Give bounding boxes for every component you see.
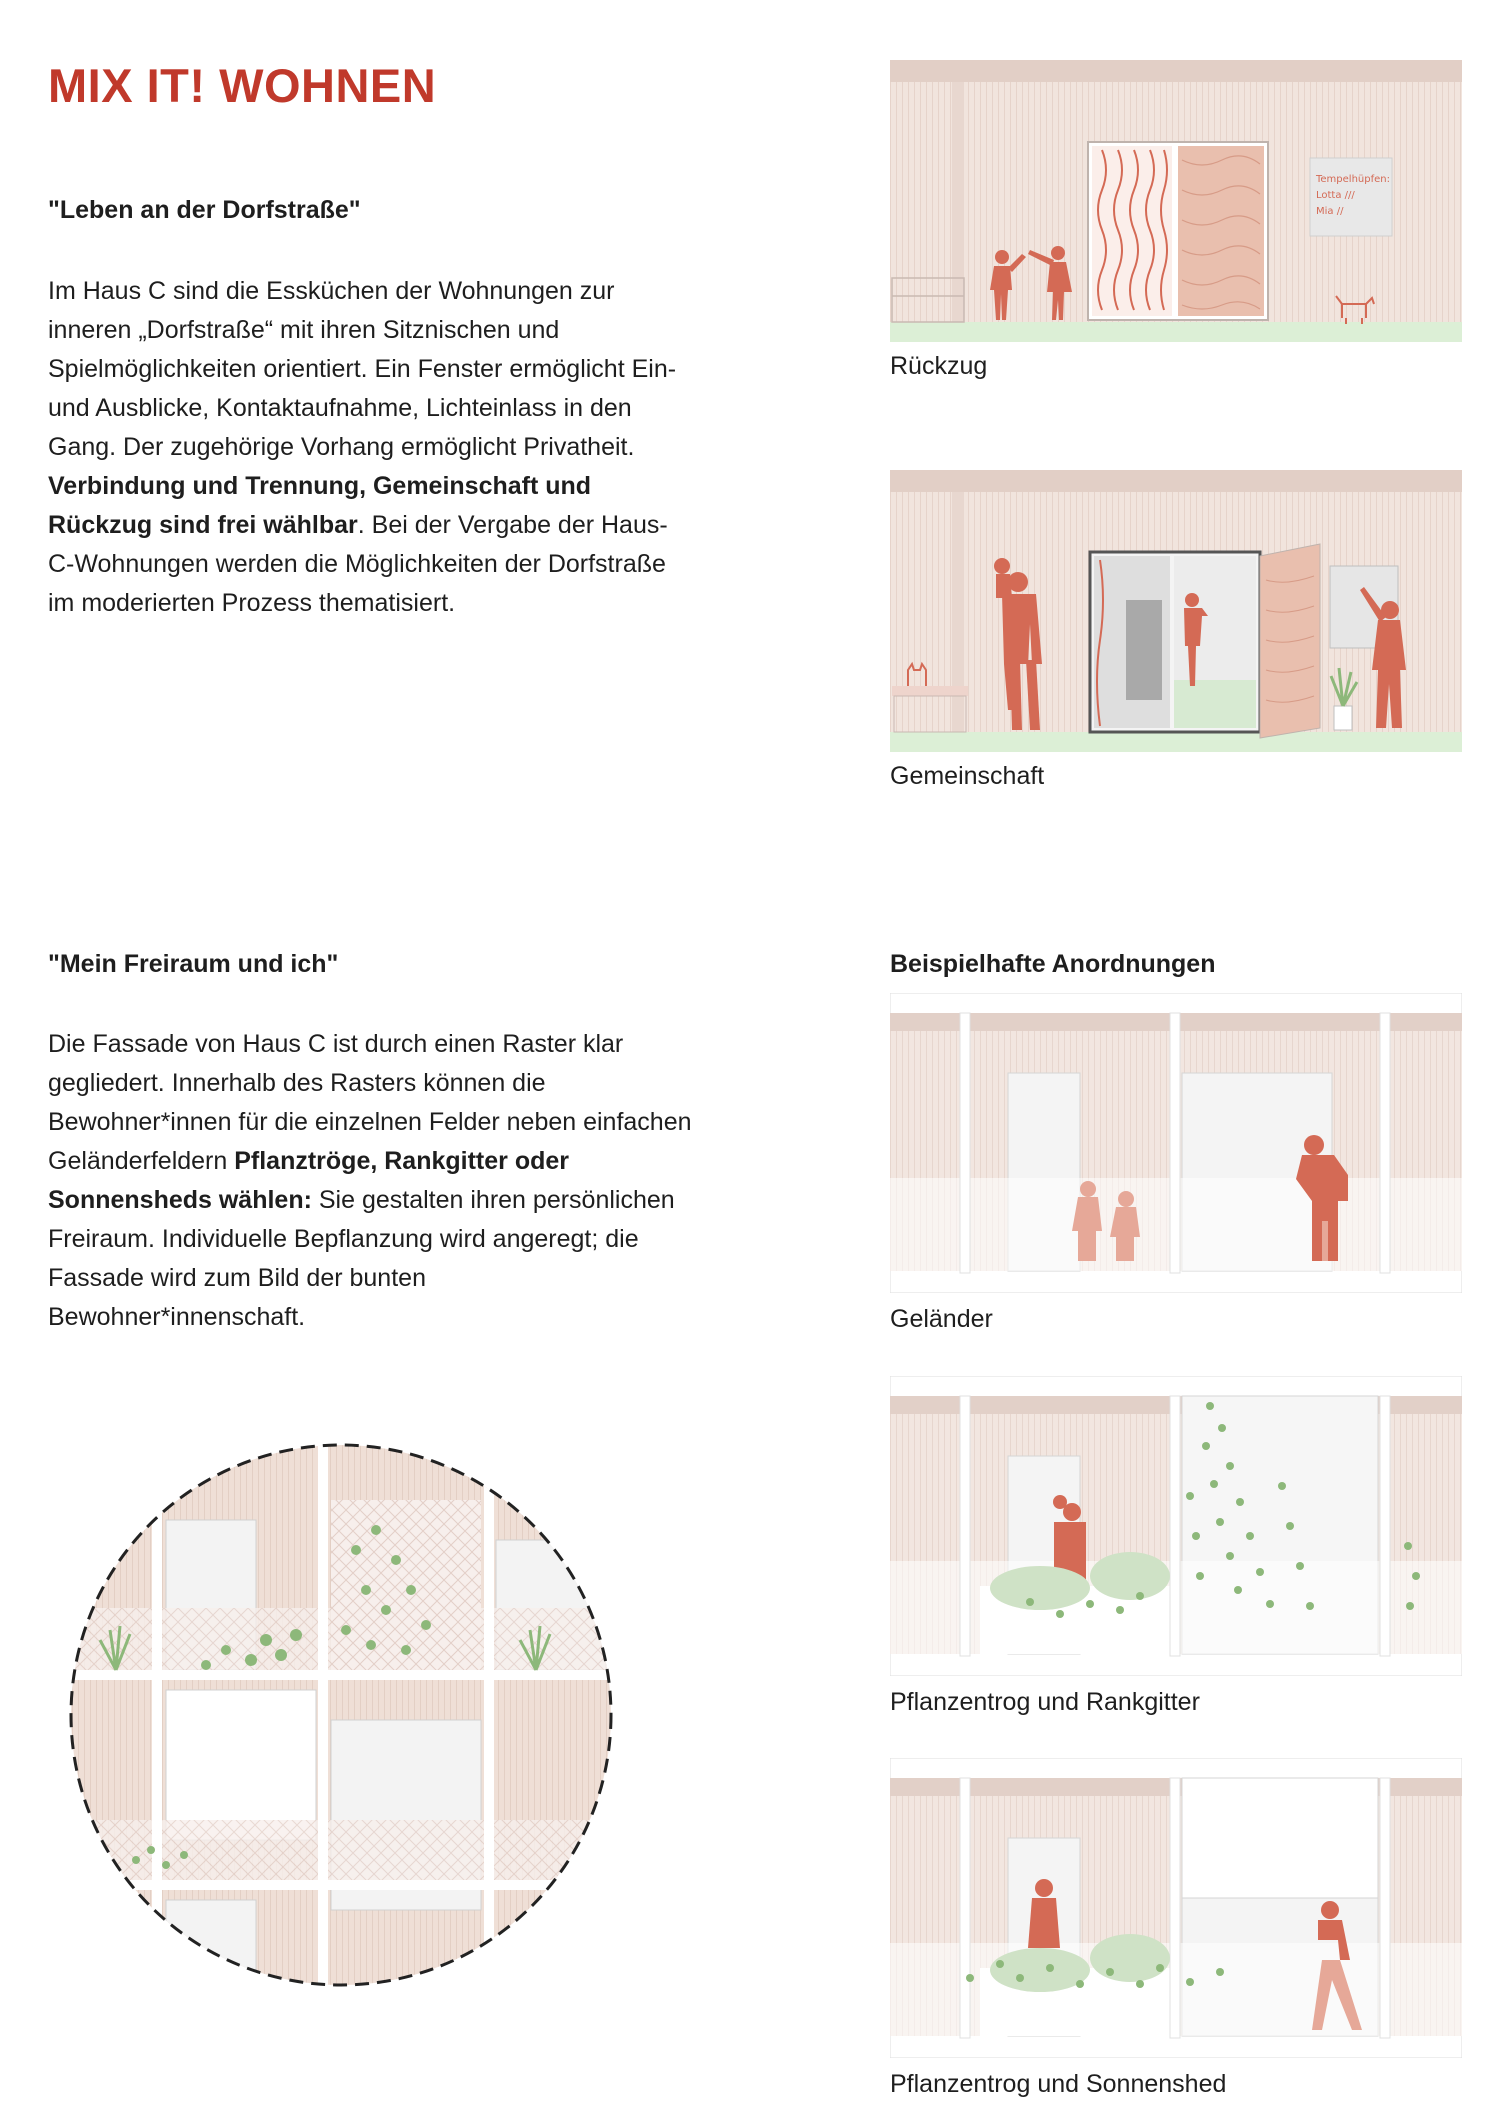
column — [1170, 1013, 1180, 1273]
kitchen-floor — [1174, 680, 1256, 728]
ceiling-band — [890, 60, 1462, 82]
text-line: Im Haus C sind die Essküchen der Wohnungen zur — [48, 277, 615, 305]
ceiling-band — [890, 470, 1462, 492]
sunshed — [1182, 1778, 1378, 1898]
bold-text: Pflanztröge, Rankgitter oder — [234, 1147, 569, 1175]
sunshed — [166, 1690, 316, 1840]
text-line: Fassade wird zum Bild der bunten — [48, 1264, 426, 1292]
column — [960, 1778, 970, 2038]
column — [318, 1440, 328, 1990]
column — [1170, 1778, 1180, 2038]
curtain-left — [1092, 146, 1172, 316]
column — [484, 1440, 494, 1990]
text-line: Bewohner*innenschaft. — [48, 1303, 306, 1331]
column — [960, 1013, 970, 1273]
text-line: . Bei der Vergabe der Haus- — [357, 511, 668, 539]
text-line: Spielmöglichkeiten orientiert. Ein Fenster ermöglicht Ein- — [48, 355, 677, 383]
section2-heading: "Mein Freiraum und ich" — [48, 950, 339, 978]
bold-text: Rückzug sind frei wählbar — [48, 511, 358, 539]
column — [1380, 1396, 1390, 1656]
column — [960, 1396, 970, 1656]
text-line: und Ausblicke, Kontaktaufnahme, Lichteinlass in den — [48, 394, 632, 422]
sign-line: Lotta /// — [1316, 190, 1355, 201]
sign-line: Tempelhüpfen: — [1316, 174, 1390, 185]
text-line: C-Wohnungen werden die Möglichkeiten der Dorfstraße — [48, 550, 666, 578]
gelaender-illustration — [890, 993, 1462, 1293]
column — [1170, 1396, 1180, 1656]
bold-text: Verbindung und Trennung, Gemeinschaft und — [48, 472, 592, 500]
examples-heading: Beispielhafte Anordnungen — [890, 950, 1216, 978]
window — [166, 1900, 256, 1990]
bold-text: Sonnensheds wählen: — [48, 1186, 312, 1214]
column — [1380, 1013, 1390, 1273]
text-line: Freiraum. Individuelle Bepflanzung wird angeregt; die — [48, 1225, 639, 1253]
text-line: Geländerfeldern — [48, 1147, 235, 1175]
curtain-right — [1178, 146, 1264, 316]
floor — [890, 732, 1462, 752]
pflanzentrog-rankgitter-illustration — [890, 1376, 1462, 1676]
text-line: Gang. Der zugehörige Vorhang ermöglicht Privatheit. — [48, 433, 635, 461]
page-title: MIX IT! WOHNEN — [48, 59, 437, 112]
text-line: gegliedert. Innerhalb des Rasters können die — [48, 1069, 546, 1097]
facade-detail-circle — [66, 1440, 616, 1990]
column — [1380, 1778, 1390, 2038]
slab — [66, 1670, 616, 1680]
section1-paragraph — [48, 272, 748, 623]
kitchen-counter — [1126, 600, 1162, 700]
text-line: im moderierten Prozess thematisiert. — [48, 589, 456, 617]
gemeinschaft-illustration — [890, 470, 1462, 752]
text-line: Die Fassade von Haus C ist durch einen Raster klar — [48, 1030, 624, 1058]
text-line: inneren „Dorfstraße“ mit ihren Sitznischen und — [48, 316, 560, 344]
caption-pflanzentrog-sonnenshed: Pflanzentrog und Sonnenshed — [890, 2070, 1227, 2098]
section1-heading: "Leben an der Dorfstraße" — [48, 196, 361, 224]
caption-gelaender: Geländer — [890, 1305, 993, 1333]
rueckzug-illustration — [890, 60, 1462, 342]
text-line: Bewohner*innen für die einzelnen Felder neben einfachen — [48, 1108, 692, 1136]
pipe — [952, 82, 964, 322]
section2-paragraph — [48, 1025, 748, 1337]
text-line: Sie gestalten ihren persönlichen — [311, 1186, 675, 1214]
pflanzentrog-sonnenshed-illustration — [890, 1758, 1462, 2058]
caption-pflanzentrog-rankgitter: Pflanzentrog und Rankgitter — [890, 1688, 1200, 1716]
slab — [66, 1880, 616, 1890]
floor — [890, 322, 1462, 342]
caption-rueckzug: Rückzug — [890, 352, 988, 380]
caption-gemeinschaft: Gemeinschaft — [890, 762, 1045, 790]
sign-line: Mia // — [1316, 206, 1344, 217]
